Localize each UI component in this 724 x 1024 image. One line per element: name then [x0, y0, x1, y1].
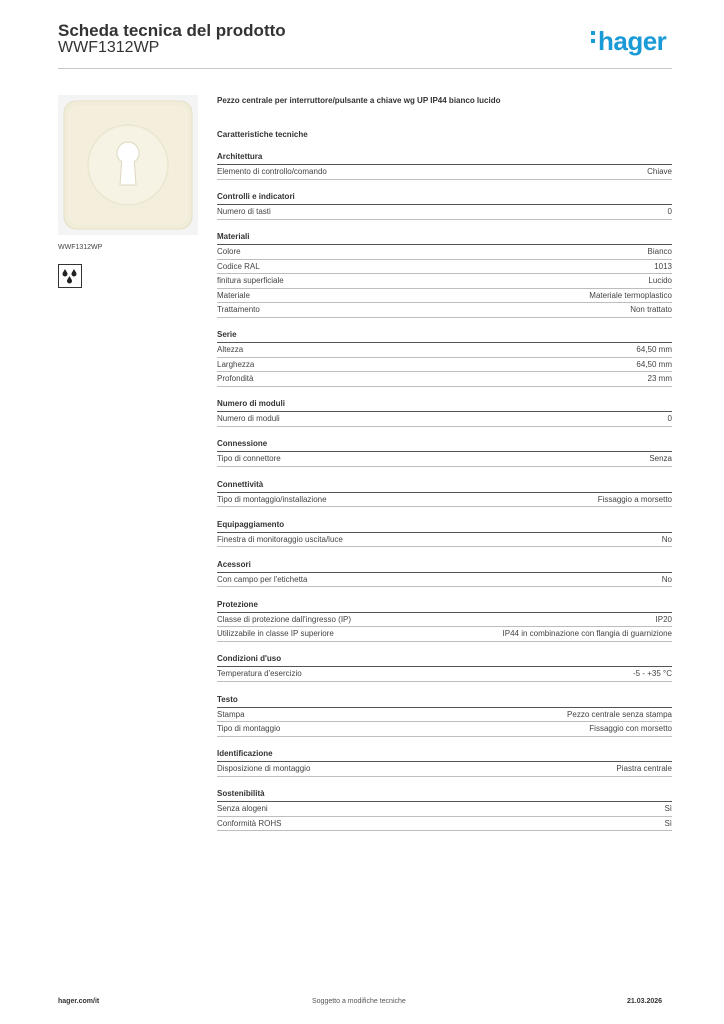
spec-row [217, 817, 672, 832]
spec-section [217, 190, 672, 220]
spec-value: Piastra centrale [616, 764, 672, 774]
image-caption: WWF1312WP [58, 244, 103, 251]
spec-section [217, 598, 672, 642]
spec-value: Sì [664, 818, 672, 828]
footer-website[interactable]: hager.com/it [58, 998, 100, 1005]
footer-date: 21.03.2026 [627, 998, 663, 1005]
spec-section-title: Connettività [217, 479, 264, 489]
spec-row [217, 205, 672, 220]
logo-dots-icon [591, 31, 596, 47]
spec-label: finitura superficiale [217, 276, 284, 286]
spec-row [217, 493, 672, 508]
spec-section-title: Equipaggiamento [217, 519, 285, 529]
spec-row [217, 358, 672, 373]
spec-label: Classe di protezione dall'ingresso (IP) [217, 614, 352, 624]
spec-value: Non trattato [630, 305, 672, 315]
spec-section [217, 747, 672, 777]
spec-row [217, 260, 672, 275]
spec-label: Larghezza [217, 359, 255, 369]
spec-label: Materiale [217, 290, 250, 300]
spec-label: Numero di moduli [217, 414, 280, 424]
water-drops-icon [58, 264, 82, 288]
spec-row [217, 613, 672, 628]
spec-section-title: Acessori [217, 559, 251, 569]
spec-section [217, 397, 672, 427]
spec-value: No [661, 574, 672, 584]
spec-value: Fissaggio con morsetto [589, 724, 672, 734]
spec-section [217, 478, 672, 508]
spec-section-title: Serie [217, 330, 237, 340]
spec-row [217, 303, 672, 318]
spec-value: IP20 [655, 614, 672, 624]
spec-section-title: Numero di moduli [217, 399, 285, 409]
spec-section [217, 518, 672, 548]
spec-section-title: Architettura [217, 152, 263, 161]
spec-value: Materiale termoplastico [589, 290, 672, 300]
tech-section-title: Caratteristiche tecniche [217, 130, 308, 139]
spec-label: Utilizzabile in classe IP superiore [217, 629, 334, 639]
spec-row [217, 573, 672, 588]
spec-label: Stampa [217, 709, 245, 719]
spec-row [217, 533, 672, 548]
spec-row [217, 802, 672, 817]
spec-value: IP44 in combinazione con flangia di guarnizione [502, 629, 672, 639]
spec-row [217, 722, 672, 737]
spec-value: Lucido [648, 276, 672, 286]
spec-value: Sì [664, 804, 672, 814]
product-description: Pezzo centrale per interruttore/pulsante a chiave wg UP IP44 bianco lucido [217, 96, 501, 105]
spec-label: Altezza [217, 345, 244, 355]
page-title: Scheda tecnica del prodotto [58, 21, 286, 40]
spec-row [217, 165, 672, 180]
spec-section [217, 328, 672, 387]
spec-label: Elemento di controllo/comando [217, 167, 327, 176]
spec-row [217, 667, 672, 682]
spec-value: Fissaggio a morsetto [597, 494, 672, 504]
header-divider [58, 68, 672, 69]
spec-label: Numero di tasti [217, 207, 271, 217]
spec-section-title: Protezione [217, 599, 258, 609]
spec-value: -5 - +35 °C [633, 669, 672, 679]
spec-label: Finestra di monitoraggio uscita/luce [217, 534, 343, 544]
spec-row [217, 289, 672, 304]
spec-section [217, 693, 672, 737]
spec-label: Trattamento [217, 305, 260, 315]
spec-section-title: Materiali [217, 232, 250, 242]
spec-section [217, 652, 672, 682]
hager-logo [591, 26, 666, 57]
spec-row [217, 452, 672, 467]
spec-label: Colore [217, 247, 241, 257]
product-image [58, 95, 198, 235]
spec-value: Pezzo centrale senza stampa [567, 709, 672, 719]
spec-value: Bianco [647, 247, 672, 257]
spec-section [217, 787, 672, 831]
spec-section-title: Controlli e indicatori [217, 192, 295, 202]
spec-section [217, 437, 672, 467]
spec-table [217, 150, 672, 831]
spec-section-title: Connessione [217, 439, 268, 449]
spec-section-title: Testo [217, 694, 238, 704]
spec-label: Disposizione di montaggio [217, 764, 311, 774]
spec-label: Temperatura d'esercizio [217, 669, 302, 679]
spec-row [217, 708, 672, 723]
spec-value: 23 mm [647, 374, 672, 384]
spec-section-title: Identificazione [217, 749, 273, 759]
spec-label: Con campo per l'etichetta [217, 574, 308, 584]
spec-label: Conformità ROHS [217, 818, 282, 828]
spec-section-title: Sostenibilità [217, 789, 265, 799]
spec-label: Profondità [217, 374, 254, 384]
spec-value: 64,50 mm [636, 359, 672, 369]
spec-value: Chiave [647, 167, 672, 176]
spec-label: Codice RAL [217, 261, 260, 271]
spec-row [217, 274, 672, 289]
spec-section [217, 558, 672, 588]
spec-row [217, 627, 672, 642]
spec-section-title: Condizioni d'uso [217, 654, 282, 664]
spec-value: 64,50 mm [636, 345, 672, 355]
spec-value: 1013 [654, 261, 672, 271]
spec-row [217, 245, 672, 260]
spec-row [217, 412, 672, 427]
spec-row [217, 372, 672, 387]
spec-label: Tipo di connettore [217, 454, 281, 464]
spec-value: 0 [667, 414, 672, 424]
logo-text: hager [598, 26, 667, 56]
spec-section [217, 150, 672, 180]
spec-row [217, 762, 672, 777]
spec-value: 0 [667, 207, 672, 217]
footer-notice: Soggetto a modifiche tecniche [312, 998, 406, 1005]
spec-value: No [661, 534, 672, 544]
spec-row [217, 343, 672, 358]
spec-section [217, 230, 672, 318]
spec-label: Tipo di montaggio/installazione [217, 494, 327, 504]
spec-label: Tipo di montaggio [217, 724, 281, 734]
product-code: WWF1312WP [58, 39, 160, 56]
spec-label: Senza alogeni [217, 804, 268, 814]
spec-value: Senza [649, 454, 672, 464]
